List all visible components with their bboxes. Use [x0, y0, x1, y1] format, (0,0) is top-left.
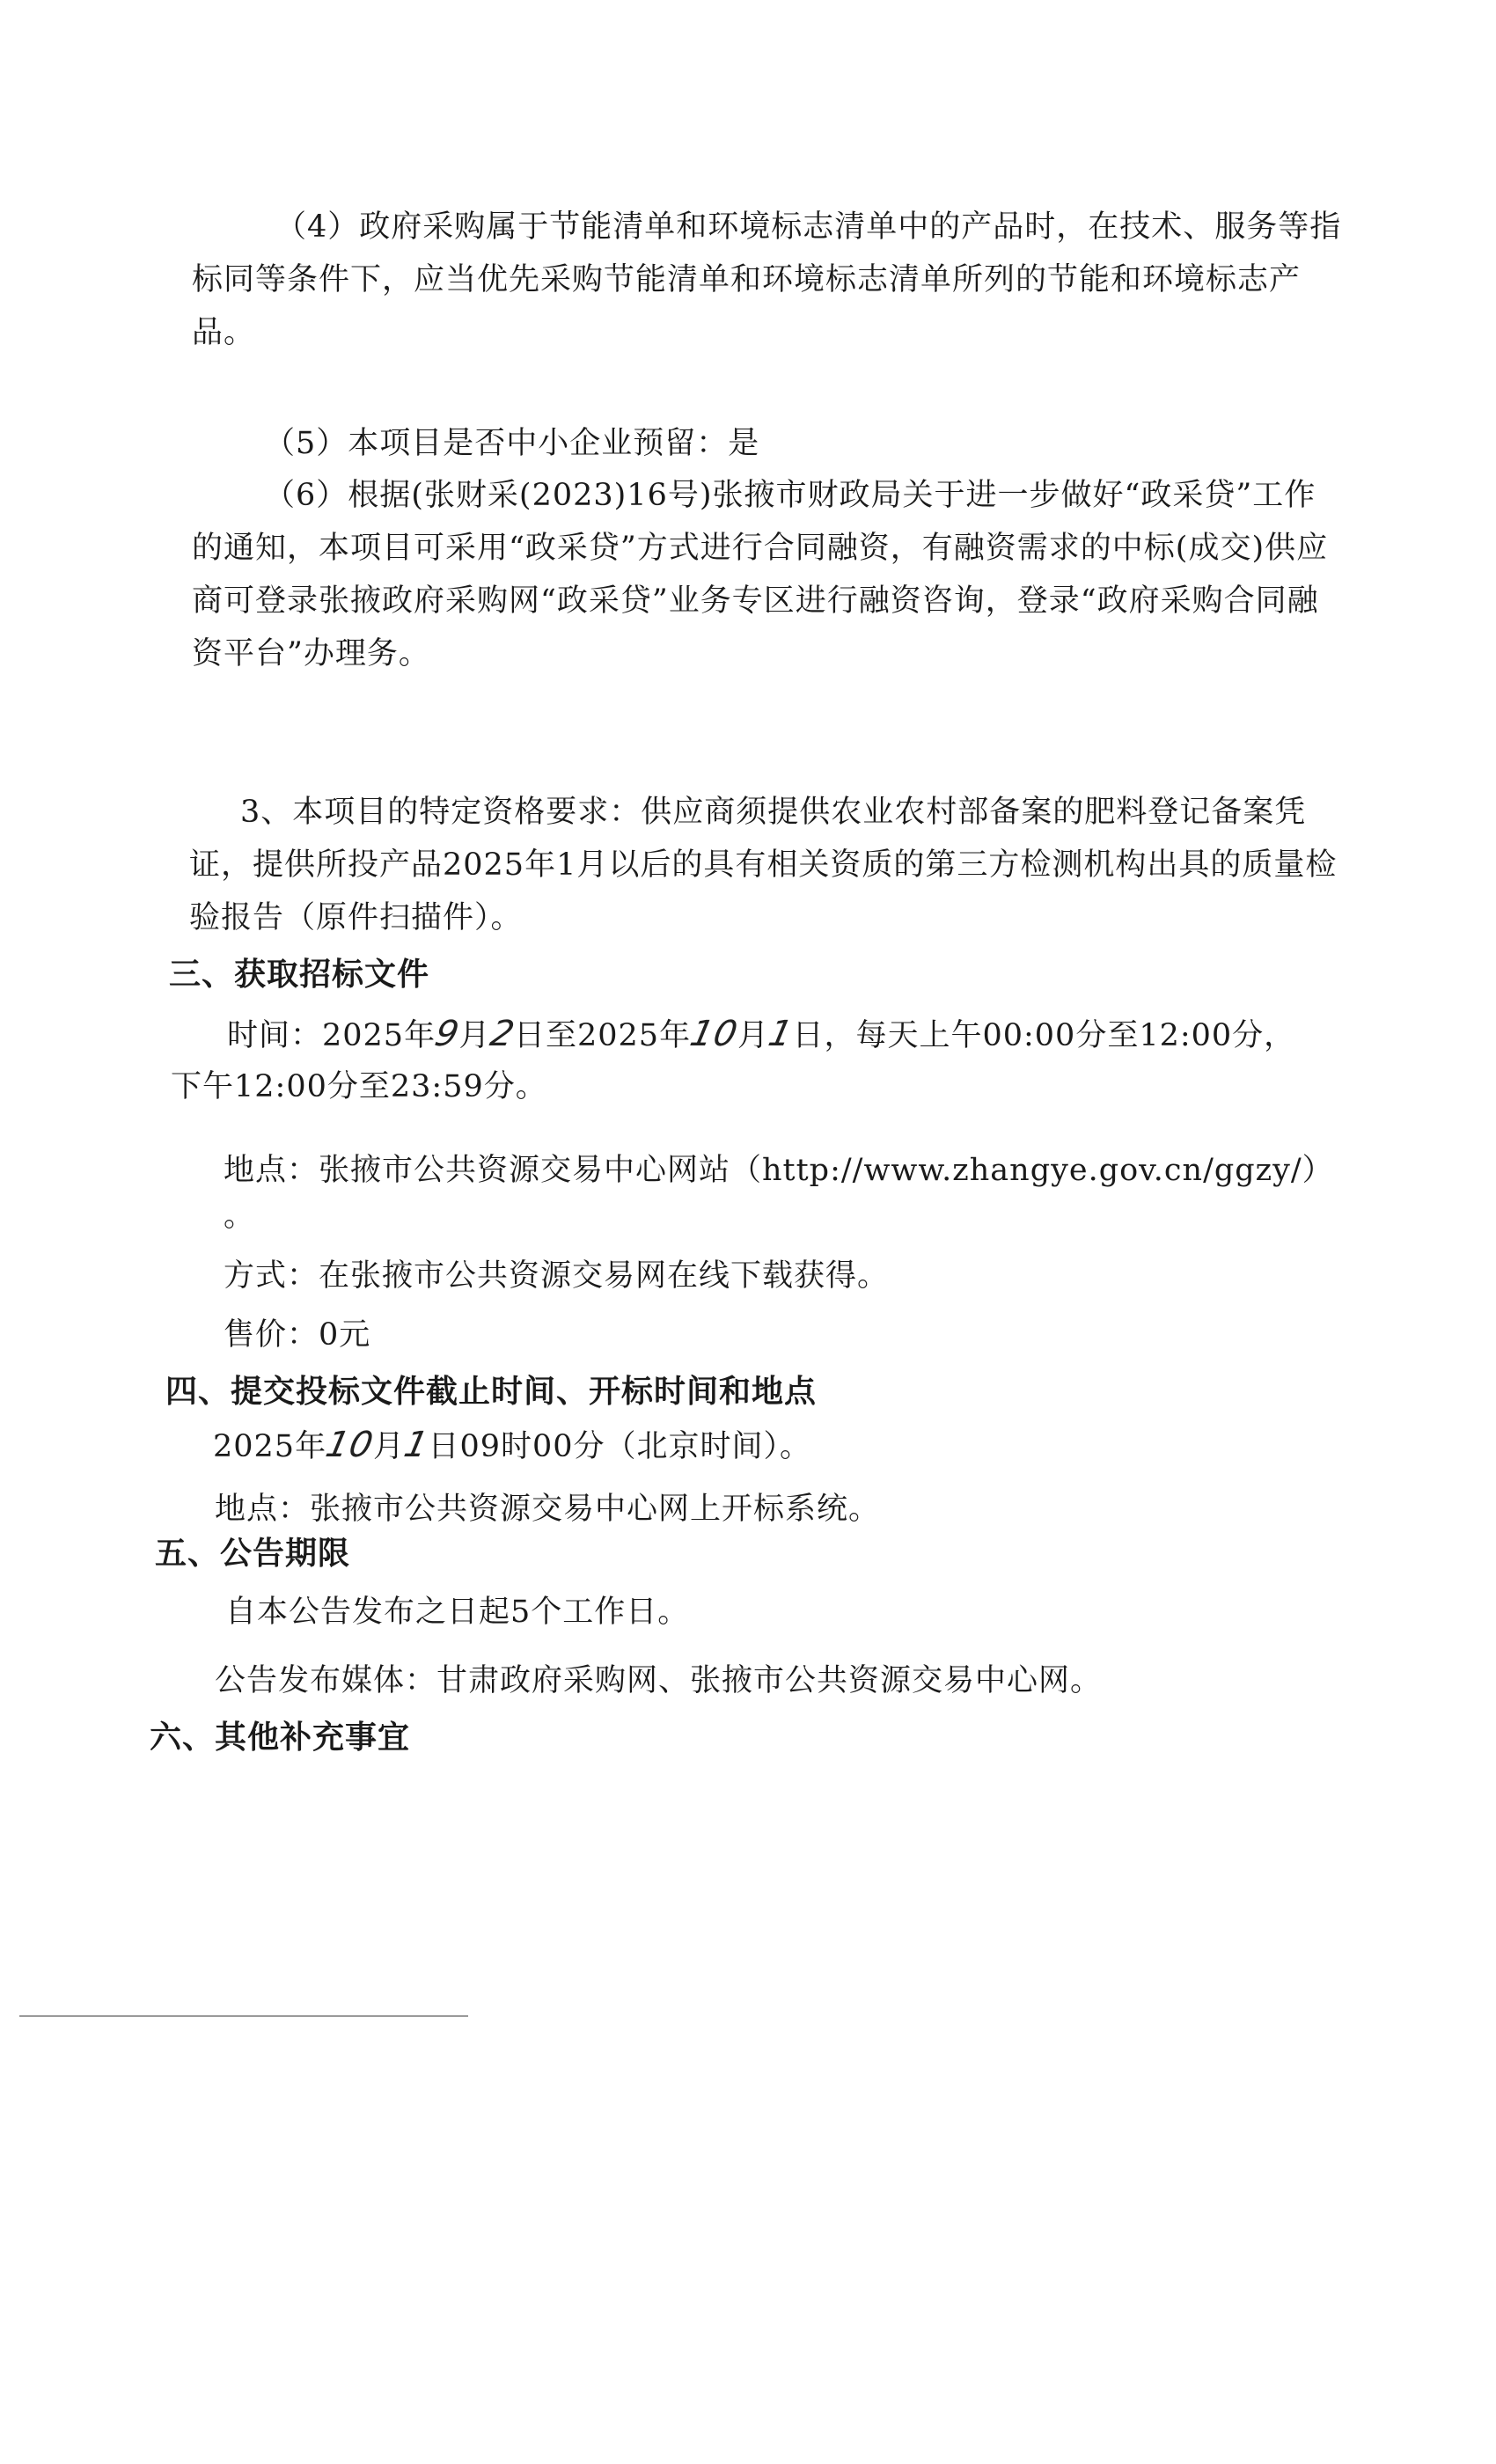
paragraph-item-6: （6）根据(张财采(2023)16号)张掖市财政局关于进一步做好“政采贷”工作的通知，本项目可采用“政采贷”方式进行合同融资，有融资需求的中标(成交)供应商可登录张掖政府采购网“政采贷”业务专区进行融资咨询，登录“政府采购合同融资平台”办理务。 — [192, 478, 1329, 671]
handwritten-month-3: 10 — [322, 1425, 378, 1465]
obtain-price: 售价：0元 — [224, 1317, 371, 1353]
time-mid: 日至2025年 — [514, 1018, 692, 1053]
obtain-time-line1 — [227, 1008, 1295, 1062]
notice-media: 公告发布媒体：甘肃政府采购网、张掖市公共资源交易中心网。 — [215, 1663, 1103, 1698]
bid-deadline — [213, 1419, 811, 1473]
obtain-location: 地点：张掖市公共资源交易中心网站（http://www.zhangye.gov.cn/ggzy/） — [224, 1153, 1334, 1188]
handwritten-day-2: 1 — [765, 1014, 797, 1054]
handwritten-day-1: 2 — [486, 1014, 518, 1054]
section-heading-other-matters: 六、其他补充事宜 — [150, 1720, 411, 1756]
handwritten-day-3: 1 — [400, 1425, 433, 1465]
time-month-1: 月 — [458, 1018, 491, 1053]
bid-location: 地点：张掖市公共资源交易中心网上开标系统。 — [215, 1492, 881, 1527]
obtain-time-line2: 下午12:00分至23:59分。 — [171, 1069, 547, 1104]
obtain-location-end: 。 — [224, 1199, 256, 1234]
time-suffix: 日，每天上午00:00分至12:00分， — [792, 1018, 1296, 1053]
time-month-2: 月 — [737, 1018, 769, 1053]
notice-period: 自本公告发布之日起5个工作日。 — [225, 1595, 690, 1630]
paragraph-qualification: 3、本项目的特定资格要求：供应商须提供农业农村部备案的肥料登记备案凭证，提供所投产品2025年1月以后的具有相关资质的第三方检测机构出具的质量检验报告（原件扫描件）。 — [189, 795, 1338, 935]
deadline-suffix: 日09时00分（北京时间）。 — [428, 1429, 812, 1464]
paragraph-item-5: （5）本项目是否中小企业预留：是 — [264, 426, 760, 461]
deadline-prefix: 2025年 — [213, 1429, 327, 1464]
section-heading-notice-period: 五、公告期限 — [155, 1536, 351, 1572]
handwritten-month-2: 10 — [686, 1014, 742, 1054]
deadline-month: 月 — [372, 1429, 405, 1464]
section-heading-obtain-documents: 三、获取招标文件 — [169, 957, 430, 993]
section-heading-bid-submission: 四、提交投标文件截止时间、开标时间和地点 — [165, 1374, 818, 1410]
obtain-method: 方式：在张掖市公共资源交易网在线下载获得。 — [224, 1258, 890, 1294]
time-prefix: 时间：2025年 — [227, 1018, 436, 1053]
scan-divider-line — [19, 2015, 468, 2017]
paragraph-item-4: （4）政府采购属于节能清单和环境标志清单中的产品时，在技术、服务等指标同等条件下，应当优先采购节能清单和环境标志清单所列的节能和环境标志产品。 — [192, 209, 1342, 350]
handwritten-month-1: 9 — [431, 1014, 464, 1054]
